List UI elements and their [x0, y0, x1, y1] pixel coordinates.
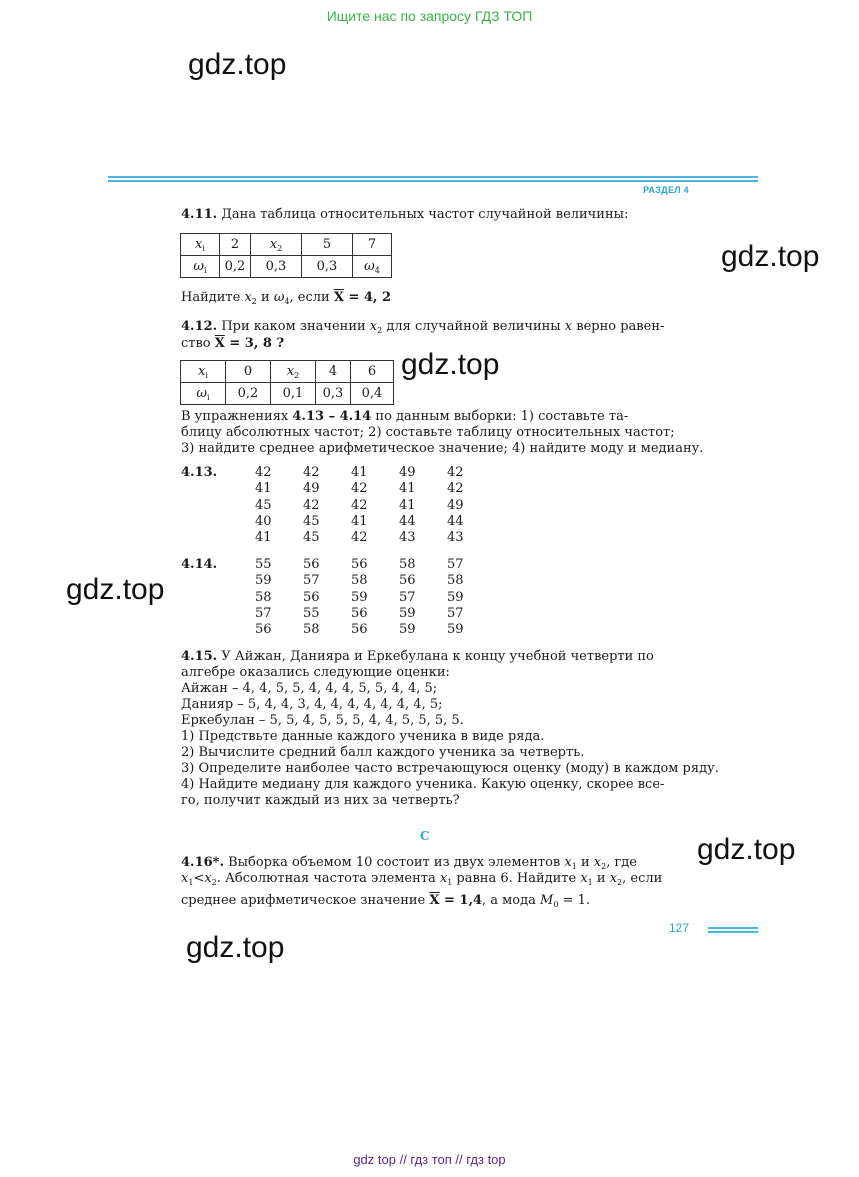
- problem-number: 4.13.: [181, 465, 218, 480]
- header-rule: [108, 180, 758, 182]
- watermark: gdz.top: [401, 348, 500, 381]
- problem-number: 4.14.: [181, 557, 218, 572]
- text-line: 4) Найдите медиану для каждого ученика. Какую оценку, скорее все-: [181, 777, 665, 792]
- watermark: gdz.top: [721, 240, 820, 273]
- problem-4-16-line2: $x_1<x_2$. Абсолютная частота элемента $x_1$ равна 6. Найдите $x_1$ и $x_2$, если: [181, 871, 663, 887]
- sample-grid-4-14: 55 56 56 58 57 59 57 58 56 58 58 56 59 57 59 57 55 56 59 57 56 58 56 59 59: [255, 557, 464, 638]
- problem-number: 4.11.: [181, 207, 218, 222]
- footer-rule: [708, 927, 758, 929]
- text-line: Еркебулан – 5, 5, 4, 5, 5, 5, 4, 4, 5, 5, 5, 5.: [181, 713, 464, 728]
- watermark: gdz.top: [186, 931, 285, 964]
- problem-4-16-line3: среднее арифметическое значение $\overline{X} = 1,4$, а мода $M_0 = 1$.: [181, 893, 590, 909]
- header-rule: [108, 176, 758, 178]
- section-heading-c: C: [420, 829, 430, 843]
- exercise-intro-line3: 3) найдите среднее арифметическое значение; 4) найдите моду и медиану.: [181, 441, 704, 456]
- frequency-table-4-12: $x_i$ 0 $x_2$ 4 6 $\omega_i$ 0,2 0,1 0,3 0,4: [180, 360, 394, 405]
- problem-4-12-line2: ство $\overline{X} = 3$, 8 ?: [181, 336, 285, 351]
- problem-4-12: 4.12. При каком значении $x_2$ для случайной величины x верно равен-: [181, 319, 665, 335]
- problem-4-15: 4.15. У Айжан, Данияра и Еркебулана к концу учебной четверти по: [181, 649, 654, 664]
- watermark: gdz.top: [697, 833, 796, 866]
- footer-links[interactable]: gdz top // гдз топ // гдз top: [353, 1152, 506, 1167]
- text-line: алгебре оказались следующие оценки:: [181, 665, 450, 680]
- problem-text: Дана таблица относительных частот случайной величины:: [221, 207, 629, 222]
- text-line: 2) Вычислите средний балл каждого ученика за четверть.: [181, 745, 585, 760]
- problem-4-16: 4.16*. Выборка объемом 10 состоит из двух элементов $x_1$ и $x_2$, где: [181, 855, 637, 871]
- text-line: 3) Определите наиболее часто встречающуюся оценку (моду) в каждом ряду.: [181, 761, 719, 776]
- text-line: Данияр – 5, 4, 4, 3, 4, 4, 4, 4, 4, 4, 4, 5;: [181, 697, 443, 712]
- frequency-table-4-11: $x_i$ 2 $x_2$ 5 7 $\omega_i$ 0,2 0,3 0,3 $\omega_4$: [180, 233, 392, 278]
- sample-grid-4-13: 42 42 41 49 42 41 49 42 41 42 45 42 42 41 49 40 45 41 44 44 41 45 42 43 43: [255, 465, 464, 546]
- watermark: gdz.top: [66, 573, 165, 606]
- section-label: РАЗДЕЛ 4: [643, 185, 689, 195]
- exercise-intro-line2: блицу абсолютных частот; 2) составьте таблицу относительных частот;: [181, 425, 675, 440]
- text-line: Айжан – 4, 4, 5, 5, 4, 4, 4, 5, 5, 4, 4, 5;: [181, 681, 438, 696]
- text-line: го, получит каждый из них за четверть?: [181, 793, 460, 808]
- problem-4-11-question: Найдите $x_2$ и $\omega_4$, если $\overline{X} = 4$, 2: [181, 290, 392, 306]
- problem-4-11: [181, 207, 628, 223]
- top-banner[interactable]: Ищите нас по запросу ГДЗ ТОП: [326, 8, 533, 24]
- page-number: 127: [668, 921, 689, 935]
- exercise-intro-line1: В упражнениях 4.13 – 4.14 по данным выборки: 1) составьте та-: [181, 409, 629, 424]
- footer-rule: [708, 931, 758, 933]
- watermark: gdz.top: [188, 48, 287, 81]
- text-line: 1) Предствьте данные каждого ученика в виде ряда.: [181, 729, 545, 744]
